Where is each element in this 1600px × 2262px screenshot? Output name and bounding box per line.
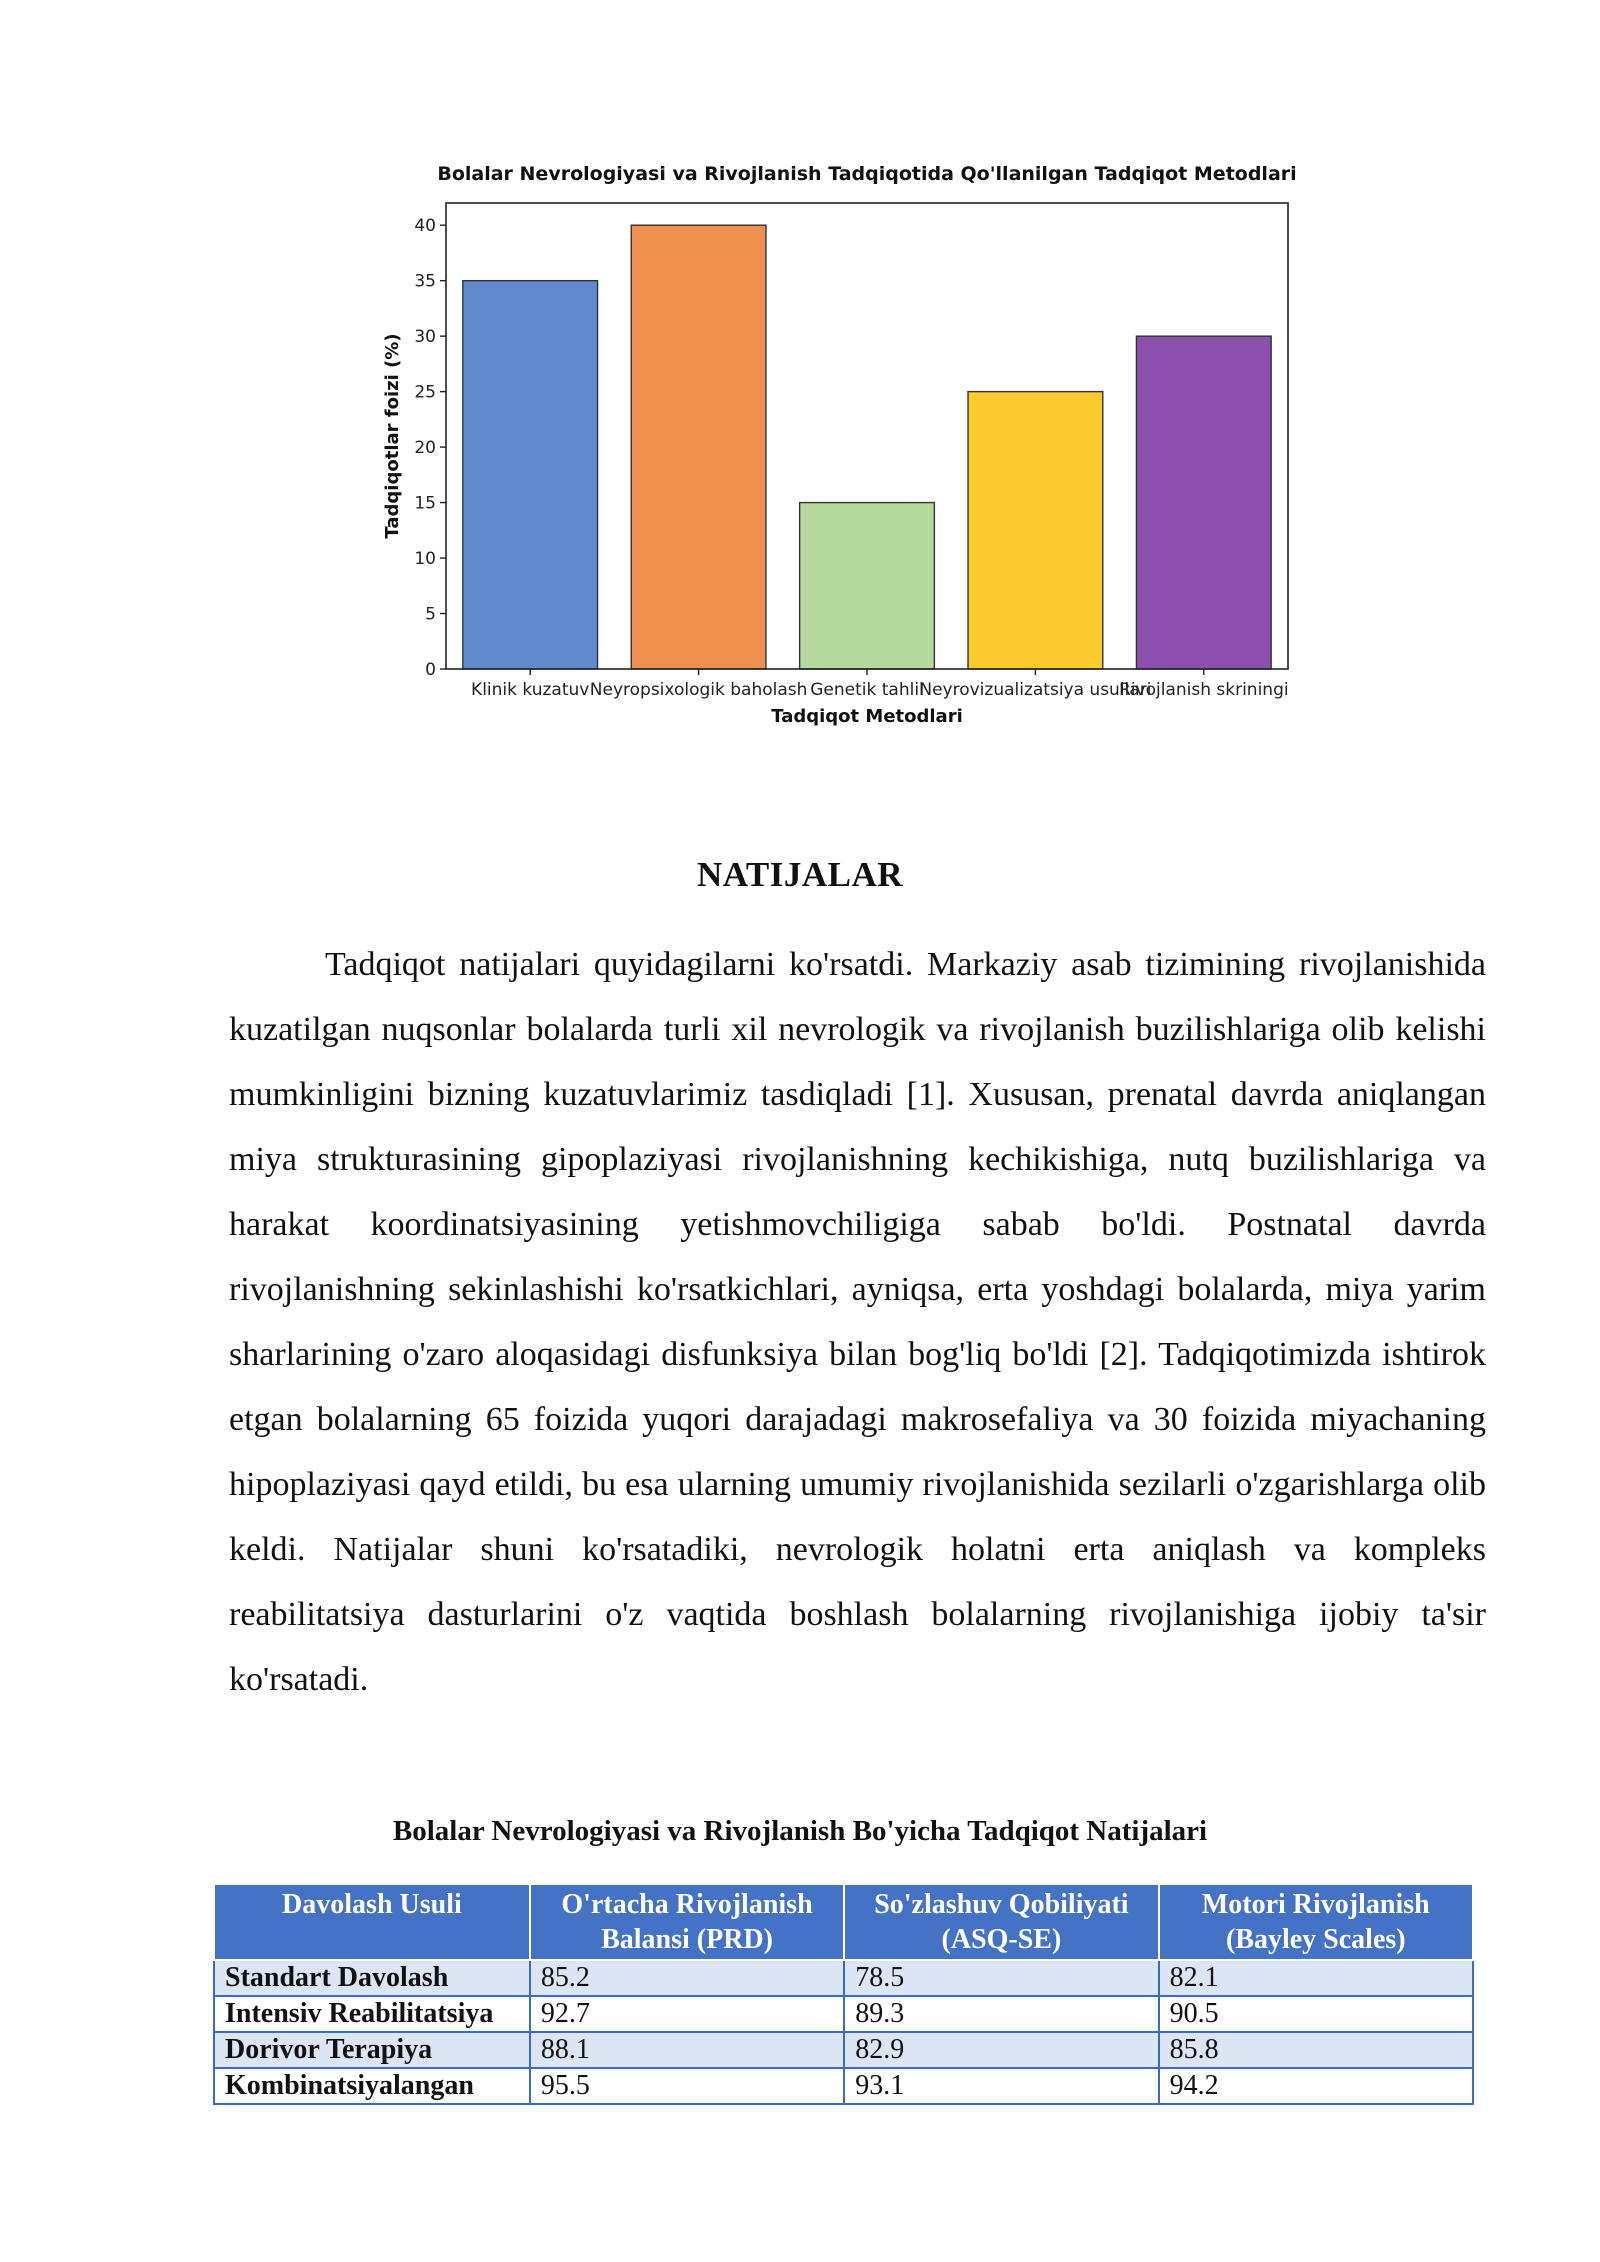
bar bbox=[968, 392, 1103, 669]
table-cell: 92.7 bbox=[530, 1996, 844, 2032]
y-tick-label: 25 bbox=[414, 382, 436, 403]
table-cell: 82.9 bbox=[844, 2032, 1158, 2068]
header-cell-bayley: Motori Rivojlanish (Bayley Scales) bbox=[1159, 1884, 1473, 1960]
y-axis-ticks bbox=[414, 216, 446, 680]
table-cell: 93.1 bbox=[844, 2068, 1158, 2104]
y-tick-label: 5 bbox=[425, 604, 436, 625]
table-cell: 89.3 bbox=[844, 1996, 1158, 2032]
table-cell: 85.2 bbox=[530, 1960, 844, 1996]
y-tick-label: 0 bbox=[425, 660, 436, 680]
table-caption: Bolalar Nevrologiyasi va Rivojlanish Bo'yicha Tadqiqot Natijalari bbox=[392, 1815, 1208, 1847]
table-header-row bbox=[214, 1884, 1473, 1960]
results-paragraph: Tadqiqot natijalari quyidagilarni ko'rsatdi. Markaziy asab tizimining rivojlanishida kuzatilgan nuqsonlar bolalarda turli xil nevrologik va rivojlanish buzilishlariga olib kelishi mumkinligini bizning kuzatuvlarimiz tasdiqladi [1]. Xususan, prenatal davrda aniqlangan miya strukturasining gipoplaziyasi rivojlanishning kechikishiga, nutq buzilishlariga va harakat koordinatsiyasining yetishmovchiligiga sabab bo'ldi. Postnatal davrda rivojlanishning sekinlashishi ko'rsatkichlari, ayniqsa, erta yoshdagi bolalarda, miya yarim sharlarining o'zaro aloqasidagi disfunksiya bilan bog'liq bo'ldi [2]. Tadqiqotimizda ishtirok etgan bolalarning 65 foizida yuqori darajadagi makrosefaliya va 30 foizida miyachaning hipoplaziyasi qayd etildi, bu esa ularning umumiy rivojlanishida sezilarli o'zgarishlarga olib keldi. Natijalar shuni ko'rsatadiki, nevrologik holatni erta aniqlash va kompleks reabilitatsiya dasturlarini o'z vaqtida boshlash bolalarning rivojlanishiga ijobiy ta'sir ko'rsatadi. bbox=[229, 946, 1486, 1698]
y-tick-label: 10 bbox=[414, 549, 436, 570]
x-tick-label: Genetik tahlil bbox=[810, 680, 924, 700]
x-tick-label: Neyropsixologik baholash bbox=[589, 680, 808, 700]
table-cell: 94.2 bbox=[1159, 2068, 1473, 2104]
results-table bbox=[213, 1883, 1474, 2105]
chart-title: Bolalar Nevrologiyasi va Rivojlanish Tadqiqotida Qo'llanilgan Tadqiqot Metodlari bbox=[437, 163, 1297, 185]
section-heading: NATIJALAR bbox=[696, 855, 904, 894]
table-row bbox=[214, 2068, 1473, 2104]
table-cell: 85.8 bbox=[1159, 2032, 1473, 2068]
bar-chart bbox=[370, 150, 1300, 740]
y-tick-label: 15 bbox=[414, 493, 436, 514]
table-cell: Kombinatsiyalangan bbox=[214, 2068, 530, 2104]
x-axis-ticks bbox=[471, 669, 1289, 700]
bar bbox=[631, 225, 766, 669]
y-tick-label: 20 bbox=[414, 438, 436, 459]
x-tick-label: Klinik kuzatuv bbox=[471, 680, 590, 700]
y-tick-label: 40 bbox=[414, 216, 436, 237]
table-cell: Standart Davolash bbox=[214, 1960, 530, 1996]
y-tick-label: 30 bbox=[414, 327, 436, 348]
table-cell: 88.1 bbox=[530, 2032, 844, 2068]
table-cell: Dorivor Terapiya bbox=[214, 2032, 530, 2068]
table-cell: 82.1 bbox=[1159, 1960, 1473, 1996]
table-row bbox=[214, 1960, 1473, 1996]
bars bbox=[463, 225, 1271, 669]
x-tick-label: Rivojlanish skriningi bbox=[1119, 680, 1289, 700]
header-cell-prd: O'rtacha Rivojlanish Balansi (PRD) bbox=[530, 1884, 844, 1960]
x-tick-label: Neyrovizualizatsiya usullari bbox=[919, 680, 1152, 700]
table-cell: Intensiv Reabilitatsiya bbox=[214, 1996, 530, 2032]
bar bbox=[800, 503, 935, 669]
x-axis-label: Tadqiqot Metodlari bbox=[771, 706, 963, 727]
table-row bbox=[214, 2032, 1473, 2068]
table-row bbox=[214, 1996, 1473, 2032]
y-tick-label: 35 bbox=[414, 271, 436, 292]
table-cell: 90.5 bbox=[1159, 1996, 1473, 2032]
bar bbox=[1136, 336, 1271, 669]
header-cell-asq: So'zlashuv Qobiliyati (ASQ-SE) bbox=[844, 1884, 1158, 1960]
y-axis-label: Tadqiqotlar foizi (%) bbox=[382, 333, 403, 539]
header-cell-method: Davolash Usuli bbox=[214, 1884, 530, 1960]
table-cell: 95.5 bbox=[530, 2068, 844, 2104]
table-cell: 78.5 bbox=[844, 1960, 1158, 1996]
bar bbox=[463, 281, 598, 669]
